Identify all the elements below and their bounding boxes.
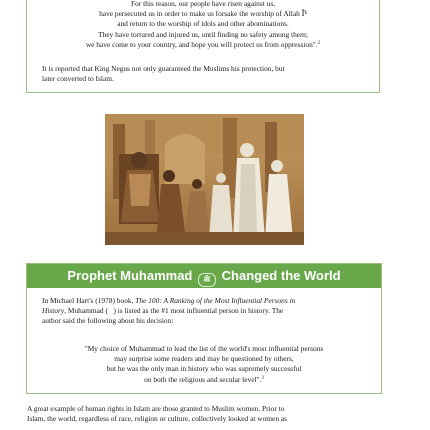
paragraph-line: It is reported that King Negus not only guaranteed the Muslims his protection, but bbox=[42, 64, 285, 73]
quote-line: "My choice of Muhammad to lead the list of the world's most influential persons bbox=[84, 344, 324, 353]
section-header bbox=[27, 264, 381, 288]
paragraph-line: A great example of human rights in Islam are those granted to Muslim women. Prior to bbox=[27, 404, 285, 413]
quote-line: have persecuted us in order to make us forsake the worship of Allah Ⴡ bbox=[99, 9, 307, 19]
paragraph-line: later converted to Islam. bbox=[42, 74, 114, 84]
intro-line: author said the following about his decision: bbox=[42, 316, 174, 326]
influential-person-box bbox=[26, 263, 382, 394]
book-title: The 100: A Ranking of the Most Influential Persons in bbox=[135, 296, 296, 305]
quote-line: may surprise some readers and may be questioned by others, bbox=[114, 354, 294, 364]
quote-line: we have come to your country, and hope you will protect us from oppression".$^2$ bbox=[85, 39, 321, 49]
quote-line: and return to the worship of idols and other abominations. bbox=[117, 19, 289, 29]
section-title-suffix: Changed the World bbox=[221, 268, 341, 283]
intro-line: In Michael Hart's (1978) book, The 100: A Ranking of the Most Influential Persons in bbox=[42, 296, 296, 305]
quote-line: For this reason, our people have risen against us, bbox=[130, 0, 276, 8]
book-title-cont: History bbox=[42, 306, 65, 316]
negus-paragraph bbox=[42, 64, 368, 84]
quote-box-negus bbox=[26, 0, 380, 93]
paragraph-line: Islam, the world, regardless of race, religion or culture, collectively looked at women as bbox=[27, 414, 288, 424]
hart-quote bbox=[37, 344, 371, 385]
quote-line: on both the religious and secular level".$^3$ bbox=[144, 374, 264, 384]
section-title-prefix: Prophet Muhammad bbox=[67, 268, 193, 283]
illustration-image bbox=[105, 114, 304, 245]
honorific-calligraphy-icon: ﷺ bbox=[198, 273, 216, 287]
allah-glyph-icon: Ⴡ bbox=[301, 9, 307, 19]
negus-court-illustration bbox=[105, 114, 304, 245]
women-rights-paragraph bbox=[27, 404, 377, 424]
footnote-ref: 3 bbox=[261, 375, 264, 381]
quote-line: but he was the only man in history who was supremely successful bbox=[106, 364, 302, 374]
intro-line: History, Muhammad ( ) is listed as the #1 most influential person in history. The bbox=[42, 306, 284, 316]
footnote-ref: 2 bbox=[317, 40, 321, 46]
quote-block bbox=[27, 0, 379, 50]
intro-paragraph bbox=[42, 296, 370, 327]
quote-line: They have tortured and injured us, until finding no safety among them; bbox=[98, 29, 308, 39]
